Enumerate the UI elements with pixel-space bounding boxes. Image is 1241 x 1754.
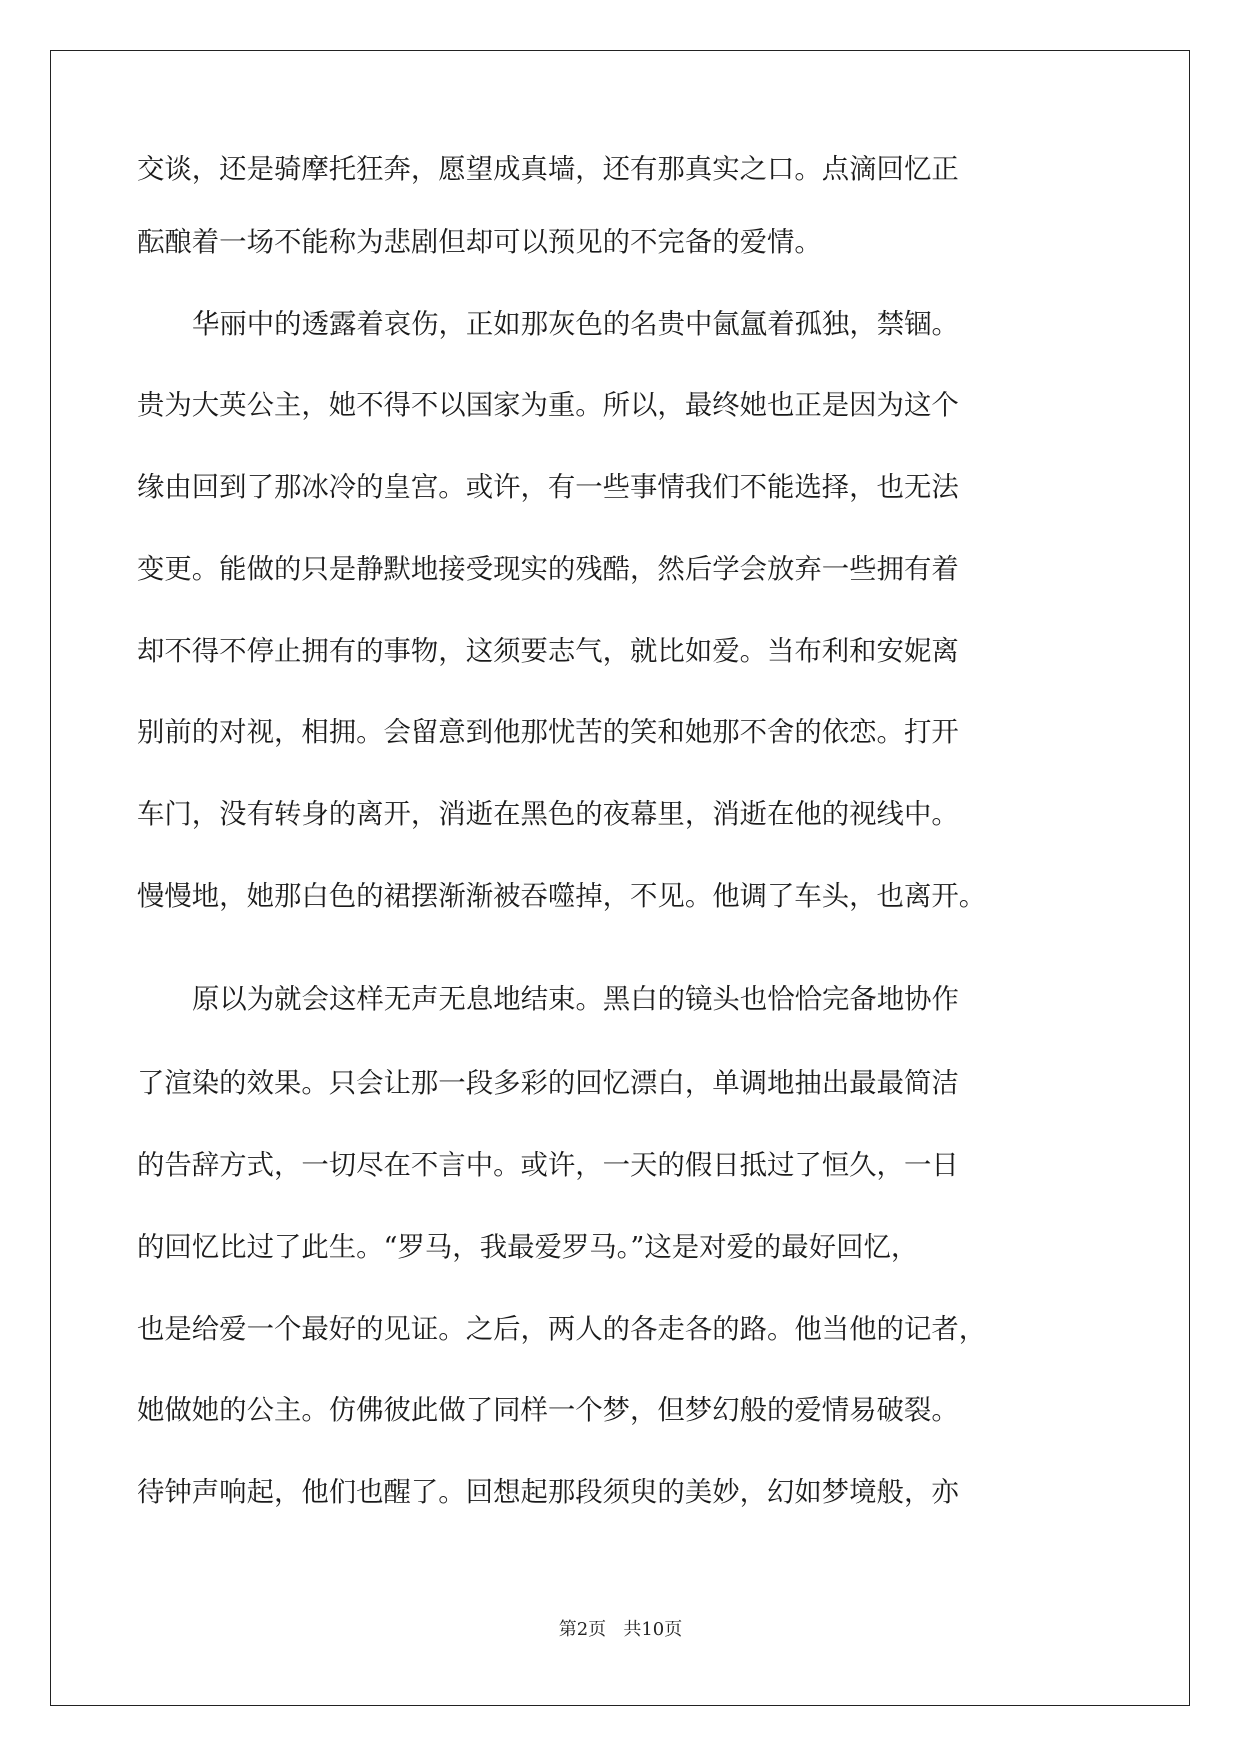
text-line: 变更。能做的只是静默地接受现实的残酷，然后学会放弃一些拥有着 bbox=[137, 554, 959, 585]
text-line: 车门，没有转身的离开，消逝在黑色的夜幕里，消逝在他的视线中。 bbox=[137, 799, 959, 830]
paragraph-first-line: 华丽中的透露着哀伤，正如那灰色的名贵中氤氲着孤独，禁锢。 bbox=[192, 309, 959, 340]
page-border bbox=[50, 50, 1190, 1706]
text-line: 她做她的公主。仿佛彼此做了同样一个梦，但梦幻般的爱情易破裂。 bbox=[137, 1395, 959, 1426]
text-line: 缘由回到了那冰冷的皇宫。或许，有一些事情我们不能选择，也无法 bbox=[137, 472, 959, 503]
paragraph-first-line: 原以为就会这样无声无息地结束。黑白的镜头也恰恰完备地协作 bbox=[192, 984, 959, 1015]
text-line: 贵为大英公主，她不得不以国家为重。所以，最终她也正是因为这个 bbox=[137, 390, 959, 421]
text-line: 酝酿着一场不能称为悲剧但却可以预见的不完备的爱情。 bbox=[137, 227, 822, 258]
text-line: 别前的对视，相拥。会留意到他那忧苦的笑和她那不舍的依恋。打开 bbox=[137, 717, 959, 748]
text-line: 的回忆比过了此生。“罗马，我最爱罗马。”这是对爱的最好回忆， bbox=[137, 1232, 919, 1263]
text-line: 交谈，还是骑摩托狂奔，愿望成真墙，还有那真实之口。点滴回忆正 bbox=[137, 154, 959, 185]
text-line: 却不得不停止拥有的事物，这须要志气，就比如爱。当布利和安妮离 bbox=[137, 636, 959, 667]
text-line: 待钟声响起，他们也醒了。回想起那段须臾的美妙，幻如梦境般，亦 bbox=[137, 1477, 959, 1508]
text-line: 慢慢地，她那白色的裙摆渐渐被吞噬掉，不见。他调了车头，也离开。 bbox=[137, 881, 987, 912]
page-number-footer: 第2页 共10页 bbox=[558, 1619, 683, 1640]
text-line: 也是给爱一个最好的见证。之后，两人的各走各的路。他当他的记者， bbox=[137, 1314, 987, 1345]
text-line: 了渲染的效果。只会让那一段多彩的回忆漂白，单调地抽出最最简洁 bbox=[137, 1068, 959, 1099]
text-line: 的告辞方式，一切尽在不言中。或许，一天的假日抵过了恒久，一日 bbox=[137, 1150, 959, 1181]
